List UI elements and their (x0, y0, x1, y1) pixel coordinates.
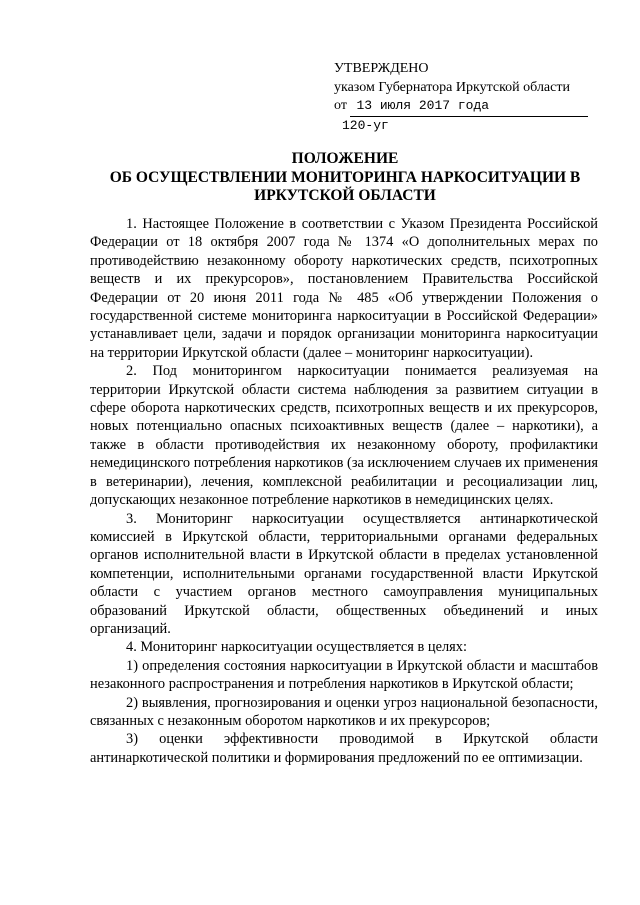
paragraph-1: 1. Настоящее Положение в соответствии с Указом Президента Российской Федерации от 18 октября 2007 года № 1374 «О дополнительных мерах по противодействию незаконному обороту наркотических средств, психотропных веществ и их прекурсоров», постановлением Правительства Российской Федерации от 20 июня 2011 года № 485 «Об утверждении Положения о государственной системе мониторинга наркоситуации в Российской Федерации» устанавливает цели, задачи и порядок организации мониторинга наркоситуации на территории Иркутской области (далее – мониторинг наркоситуации). (90, 216, 598, 361)
approval-number-value: 120-уг (342, 117, 389, 133)
approval-date-row (334, 97, 594, 117)
approval-block (334, 60, 594, 135)
heading-line-3: ИРКУТСКОЙ ОБЛАСТИ (254, 187, 436, 204)
paragraph-2: 2. Под мониторингом наркоситуации понимается реализуемая на территории Иркутской области система наблюдения за развитием ситуации в сфере оборота наркотических средств, психотропных веществ и их прекурсоров, новых потенциально опасных психоактивных веществ (далее – наркотики), а также в области противодействия их незаконному обороту, профилактики немедицинского потребления наркотиков (за исключением случаев их применения в ветеринарии), лечения, комплексной реабилитации и ресоциализации лиц, допускающих незаконное потребление наркотиков в немедицинских целях. (90, 363, 598, 509)
paragraph-4-item-1: 1) определения состояния наркоситуации в Иркутской области и масштабов незаконного распространения и потребления наркотиков в Иркутской области; (90, 657, 598, 693)
paragraph-3: 3. Мониторинг наркоситуации осуществляется антинаркотической комиссией в Иркутской области, территориальными органами федеральных органов исполнительной власти в Иркутской области в пределах установленной компетенции, исполнительными органами государственной власти Иркутской области с участием органов местного самоуправления муниципальных образований Иркутской области, общественных объединений и иных организаций. (90, 510, 598, 637)
approval-number-row (334, 117, 594, 136)
paragraph-4-item-2: 2) выявления, прогнозирования и оценки угроз национальной безопасности, связанных с незаконным оборотом наркотиков и их прекурсоров; (90, 694, 598, 729)
approval-date-value: 13 июля 2017 года (350, 97, 588, 117)
paragraph-4-item-3: 3) оценки эффективности проводимой в Иркутской области антинаркотической политики и формирования предложений по ее оптимизации. (90, 731, 598, 766)
document-body (90, 215, 598, 767)
heading-line-1: ПОЛОЖЕНИЕ (291, 150, 399, 167)
heading-line-2: ОБ ОСУЩЕСТВЛЕНИИ МОНИТОРИНГА НАРКОСИТУАЦИИ В (109, 168, 581, 186)
approval-date-prefix: от (334, 98, 347, 113)
approval-title: УТВЕРЖДЕНО (334, 61, 429, 76)
document-heading (90, 150, 600, 206)
paragraph-4: 4. Мониторинг наркоситуации осуществляется в целях: (126, 639, 467, 656)
approval-issuer: указом Губернатора Иркутской области (334, 79, 570, 95)
